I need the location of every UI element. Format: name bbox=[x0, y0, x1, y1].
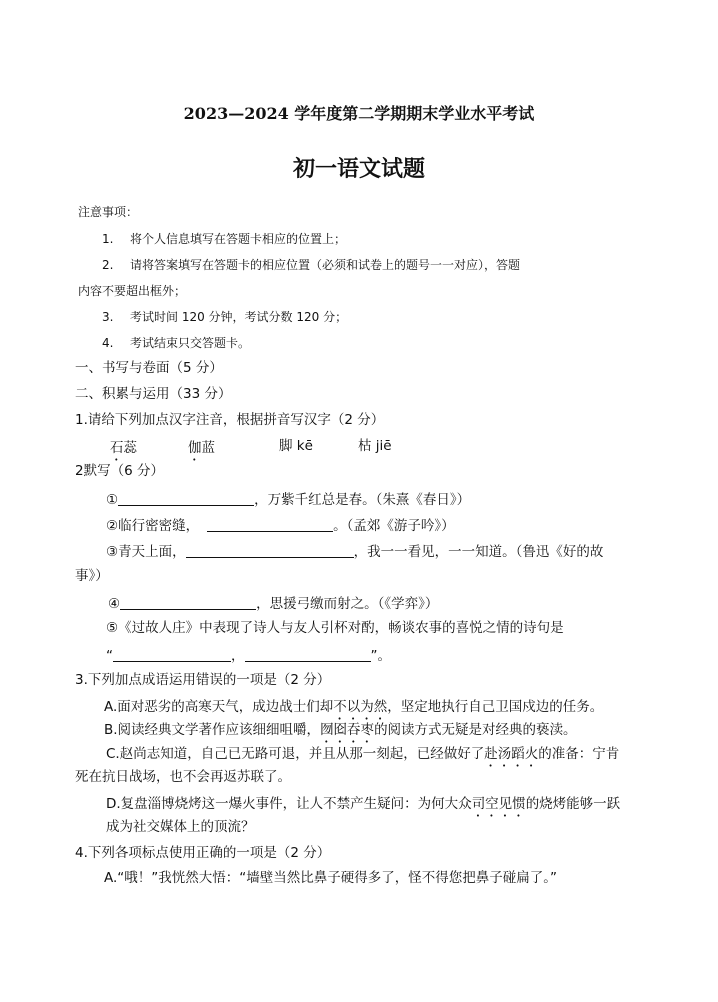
answer-blank bbox=[118, 492, 254, 506]
q1-word-4: 枯 jiē bbox=[358, 438, 392, 454]
q2-line-4 bbox=[108, 596, 438, 612]
q3-option-c-text-b: 的准备：宁肯 bbox=[538, 746, 620, 762]
q2-line-2 bbox=[106, 518, 455, 534]
q2-stem: 2默写（6 分） bbox=[75, 463, 164, 479]
close-quote: ”。 bbox=[370, 648, 391, 664]
q3-option-c-idiom: 赴汤蹈火 bbox=[484, 746, 539, 762]
q3-option-a-idiom: 不以为然 bbox=[333, 699, 388, 715]
q2-line-2-text: ②临行密密缝， bbox=[106, 518, 200, 534]
q3-option-c-text: C.赵尚志知道，自己已无路可退，并且从那一刻起，已经做好了 bbox=[106, 746, 485, 762]
q3-option-c bbox=[106, 746, 619, 770]
comma: ， bbox=[231, 648, 245, 664]
q4-option-a: A.“哦！”我恍然大悟：“墙壁当然比鼻子硬得多了，怪不得您把鼻子碰扁了。” bbox=[104, 870, 558, 886]
notice-item-3: 考试时间 120 分钟，考试分数 120 分； bbox=[130, 310, 348, 324]
q3-option-a-text-b: ，坚定地执行自己卫国戍边的任务。 bbox=[387, 699, 604, 715]
q2-line-4-number: ④ bbox=[108, 596, 121, 612]
answer-blank bbox=[207, 518, 333, 532]
exam-title: 2023—2024 学年度第二学期期末学业水平考试 bbox=[183, 104, 535, 123]
answer-blank bbox=[245, 648, 371, 662]
q1-word-1-dotted: 石 bbox=[110, 440, 124, 456]
q1-word-1 bbox=[110, 440, 137, 464]
answer-blank bbox=[113, 648, 231, 662]
q1-word-3: 脚 kē bbox=[279, 438, 313, 454]
q3-stem: 3.下列加点成语运用错误的一项是（2 分） bbox=[75, 672, 331, 688]
q3-option-b-text: B.阅读经典文学著作应该细细咀嚼， bbox=[104, 722, 321, 738]
notice-number-3: 3. bbox=[102, 310, 114, 324]
q3-option-d bbox=[106, 796, 620, 820]
q3-option-d-text: D.复盘淄博烧烤这一爆火事件，让人不禁产生疑问：为何大众 bbox=[106, 796, 472, 812]
q2-line-4-text: ，思援弓缴而射之。（《学弈》） bbox=[256, 596, 439, 612]
section-1-heading: 一、书写与卷面（5 分） bbox=[75, 360, 223, 376]
notice-item-2: 请将答案填写在答题卡的相应位置（必须和试卷上的题号一一对应），答题 bbox=[130, 258, 521, 272]
q3-option-b-text-b: 的阅读方式无疑是对经典的亵渎。 bbox=[374, 722, 577, 738]
q3-option-d-continued: 成为社交媒体上的顶流？ bbox=[106, 819, 255, 835]
q2-line-3 bbox=[106, 544, 603, 560]
q3-option-a-text: A.面对恶劣的高寒天气，成边战士们却 bbox=[104, 699, 334, 715]
q2-line-5-answer bbox=[106, 648, 391, 664]
open-quote: “ bbox=[106, 648, 113, 664]
q2-line-2-text-b: 。（孟郊《游子吟》） bbox=[333, 518, 455, 534]
q3-option-d-idiom: 司空见惯 bbox=[471, 796, 526, 812]
subject-title: 初一语文试题 bbox=[292, 156, 425, 182]
notice-item-4: 考试结束只交答题卡。 bbox=[130, 336, 251, 350]
section-2-heading: 二、积累与运用（33 分） bbox=[75, 386, 232, 402]
q1-word-2-rest: 蓝 bbox=[201, 440, 215, 456]
q2-line-3-continued: 事》） bbox=[75, 568, 109, 584]
q2-line-5: ⑤《过故人庄》中表现了诗人与友人引杯对酌，畅谈农事的喜悦之情的诗句是 bbox=[106, 620, 564, 636]
q1-word-1-rest: 蕊 bbox=[123, 440, 137, 456]
q2-line-1 bbox=[106, 492, 470, 508]
answer-blank bbox=[120, 596, 256, 610]
q1-word-2-dotted: 伽 bbox=[188, 440, 202, 456]
notice-number-1: 1. bbox=[102, 232, 114, 246]
q3-option-d-text-b: 的烧烤能够一跃 bbox=[525, 796, 621, 812]
q3-option-c-continued: 死在抗日战场，也不会再返苏联了。 bbox=[75, 769, 291, 785]
q2-line-3-text-b: ，我一一看见，一一知道。（鲁迅《好的故 bbox=[353, 544, 604, 560]
notice-heading: 注意事项： bbox=[78, 205, 139, 219]
notice-number-4: 4. bbox=[102, 336, 114, 350]
q1-word-2 bbox=[188, 440, 215, 464]
q3-option-a bbox=[104, 699, 603, 723]
q2-line-1-text: ，万紫千红总是春。（朱熹《春日》） bbox=[254, 492, 471, 508]
notice-number-2: 2. bbox=[102, 258, 114, 272]
answer-blank bbox=[186, 544, 354, 558]
q1-stem: 1.请给下列加点汉字注音，根据拼音写汉字（2 分） bbox=[75, 412, 385, 428]
q3-option-b-idiom: 囫囵吞枣 bbox=[320, 722, 375, 738]
q3-option-b bbox=[104, 722, 577, 746]
notice-item-2-continued: 内容不要超出框外； bbox=[78, 284, 187, 298]
q2-line-1-number: ① bbox=[106, 492, 119, 508]
q4-stem: 4.下列各项标点使用正确的一项是（2 分） bbox=[75, 845, 331, 861]
q2-line-3-text: ③青天上面， bbox=[106, 544, 186, 560]
notice-item-1: 将个人信息填写在答题卡相应的位置上； bbox=[130, 232, 347, 246]
